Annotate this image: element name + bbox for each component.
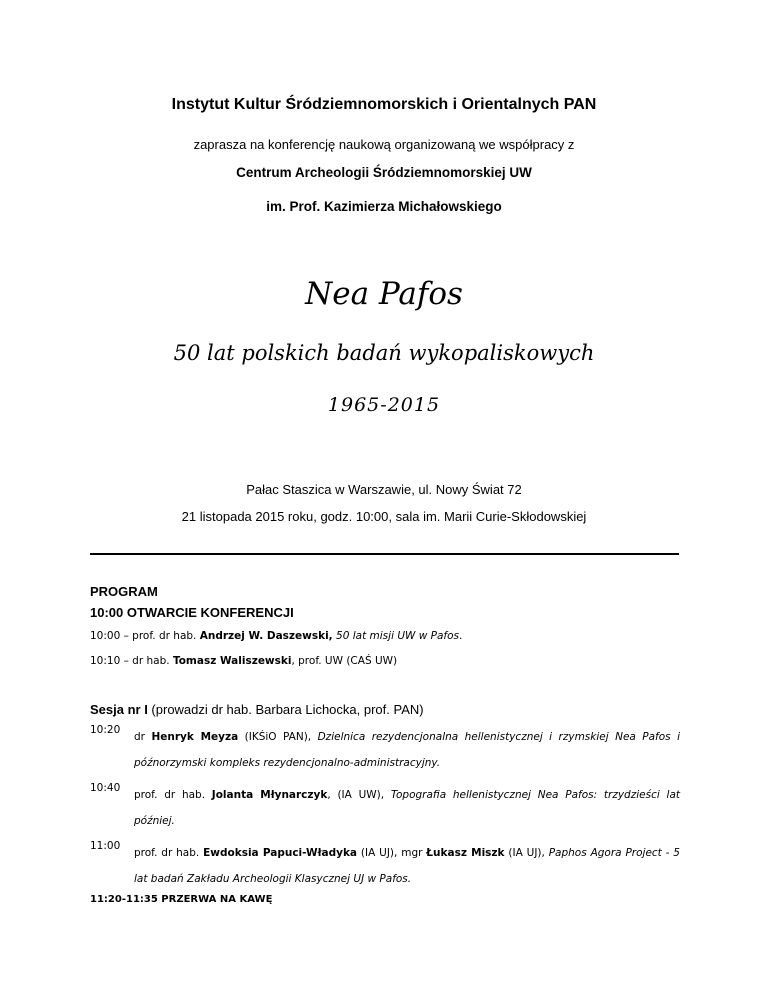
- talk-body: prof. dr hab. Ewdoksia Papuci-Władyka (IA UJ), mgr Łukasz Miszk (IA UJ), Paphos Agora Project - 5 lat badań Zakładu Archeologii Klasycznej UJ w Pafos.: [134, 847, 680, 885]
- speaker-name: Andrzej W. Daszewski,: [199, 630, 333, 642]
- session-name: Sesja nr I: [90, 702, 148, 717]
- talk-time: 10:20: [90, 724, 121, 736]
- talk-time: 10:40: [90, 782, 121, 794]
- venue-place: Pałac Staszica w Warszawie, ul. Nowy Świat 72: [246, 482, 522, 497]
- center-heading: Centrum Archeologii Śródziemnomorskiej UW: [236, 165, 532, 180]
- talk-time: 11:00: [90, 840, 121, 852]
- session-chair: (prowadzi dr hab. Barbara Lichocka, prof. PAN): [147, 702, 424, 717]
- talk-title: 50 lat misji UW w Pafos: [336, 630, 460, 642]
- speaker-name: Tomasz Waliszewski: [172, 655, 292, 667]
- talk-body: prof. dr hab. Jolanta Młynarczyk, (IA UW), Topografia hellenistycznej Nea Pafos: trzydzieści lat później.: [134, 789, 680, 827]
- speaker-name: Łukasz Miszk: [426, 847, 505, 859]
- speaker-name: Jolanta Młynarczyk: [211, 789, 328, 801]
- session-heading: [90, 702, 680, 717]
- section-divider: [90, 553, 679, 555]
- program-label: PROGRAM: [90, 584, 158, 599]
- talk-title: Paphos Agora Project - 5 lat badań Zakładu Archeologii Klasycznej UJ w Pafos.: [134, 847, 680, 885]
- invitation-text: zaprasza na konferencję naukową organizowaną we współpracy z: [193, 137, 575, 152]
- conference-years: 1965-2015: [327, 394, 441, 416]
- center-patron-heading: im. Prof. Kazimierza Michałowskiego: [266, 199, 502, 214]
- opening-heading: 10:00 OTWARCIE KONFERENCJI: [90, 605, 294, 620]
- opening-item: 10:10 – dr hab. Tomasz Waliszewski, prof. UW (CAŚ UW): [90, 655, 398, 667]
- venue-datetime: 21 listopada 2015 roku, godz. 10:00, sala im. Marii Curie-Skłodowskiej: [181, 509, 587, 524]
- opening-item: 10:00 – prof. dr hab. Andrzej W. Daszewski, 50 lat misji UW w Pafos.: [90, 630, 463, 642]
- speaker-name: Ewdoksia Papuci-Władyka: [203, 847, 358, 859]
- coffee-break: 11:20-11:35 PRZERWA NA KAWĘ: [90, 894, 273, 905]
- speaker-name: Henryk Meyza: [151, 731, 239, 743]
- conference-subtitle: 50 lat polskich badań wykopaliskowych: [173, 341, 595, 365]
- conference-title: Nea Pafos: [305, 276, 463, 312]
- institute-heading: Instytut Kultur Śródziemnomorskich i Orientalnych PAN: [171, 96, 597, 113]
- talk-title: Dzielnica rezydencjonalna hellenistycznej i rzymskiej Nea Pafos i późnorzymski kompleks rezydencjonalno-administracyjny.: [134, 731, 680, 769]
- talk-body: dr Henryk Meyza (IKŚiO PAN), Dzielnica rezydencjonalna hellenistycznej i rzymskiej Nea Pafos i późnorzymski kompleks rezydencjonalno-administracyjny.: [134, 731, 680, 769]
- talk-title: Topografia hellenistycznej Nea Pafos: trzydzieści lat później.: [134, 789, 680, 827]
